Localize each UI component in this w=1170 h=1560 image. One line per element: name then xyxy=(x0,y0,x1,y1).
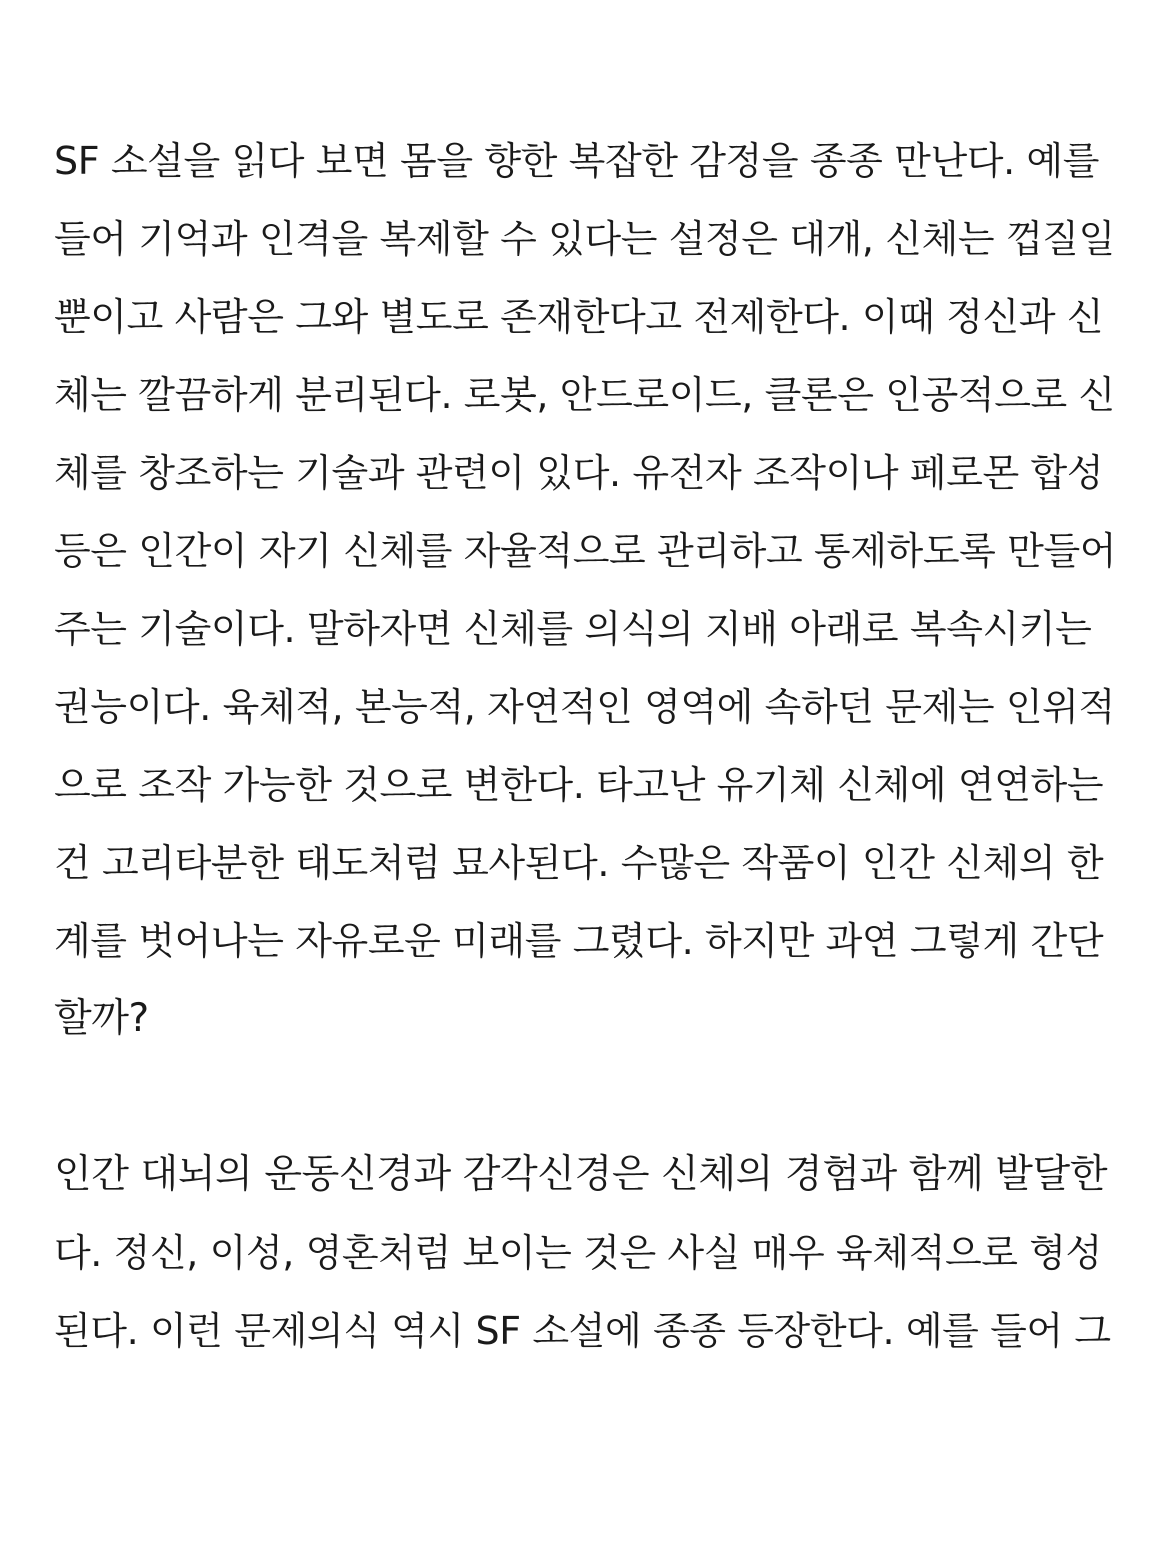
text-line: 다. 정신, 이성, 영혼처럼 보이는 것은 사실 매우 육체적으로 형성 xyxy=(54,1231,1102,1275)
text-line: 체는 깔끔하게 분리된다. 로봇, 안드로이드, 클론은 인공적으로 신 xyxy=(54,373,1115,417)
text-line: 뿐이고 사람은 그와 별도로 존재한다고 전제한다. 이때 정신과 신 xyxy=(54,295,1104,339)
text-line: 으로 조작 가능한 것으로 변한다. 타고난 유기체 신체에 연연하는 xyxy=(54,763,1104,807)
text-line: 할까? xyxy=(54,996,149,1041)
text-line: 인간 대뇌의 운동신경과 감각신경은 신체의 경험과 함께 발달한 xyxy=(54,1152,1108,1197)
article-body xyxy=(54,122,1116,1448)
paragraph-1 xyxy=(54,122,1116,1058)
text-line: 들어 기억과 인격을 복제할 수 있다는 설정은 대개, 신체는 껍질일 xyxy=(54,217,1115,261)
text-line: 된다. 이런 문제의식 역시 SF 소설에 종종 등장한다. 예를 들어 그 xyxy=(54,1309,1111,1353)
text-line: SF 소설을 읽다 보면 몸을 향한 복잡한 감정을 종종 만난다. 예를 xyxy=(54,139,1100,183)
text-line: 권능이다. 육체적, 본능적, 자연적인 영역에 속하던 문제는 인위적 xyxy=(54,685,1115,729)
paragraph-2 xyxy=(54,1136,1116,1370)
text-line: 건 고리타분한 태도처럼 묘사된다. 수많은 작품이 인간 신체의 한 xyxy=(54,841,1104,885)
text-line: 등은 인간이 자기 신체를 자율적으로 관리하고 통제하도록 만들어 xyxy=(54,529,1117,573)
text-line: 계를 벗어나는 자유로운 미래를 그렸다. 하지만 과연 그렇게 간단 xyxy=(54,919,1104,963)
text-line: 주는 기술이다. 말하자면 신체를 의식의 지배 아래로 복속시키는 xyxy=(54,607,1092,651)
text-line: 체를 창조하는 기술과 관련이 있다. 유전자 조작이나 페로몬 합성 xyxy=(54,451,1104,495)
